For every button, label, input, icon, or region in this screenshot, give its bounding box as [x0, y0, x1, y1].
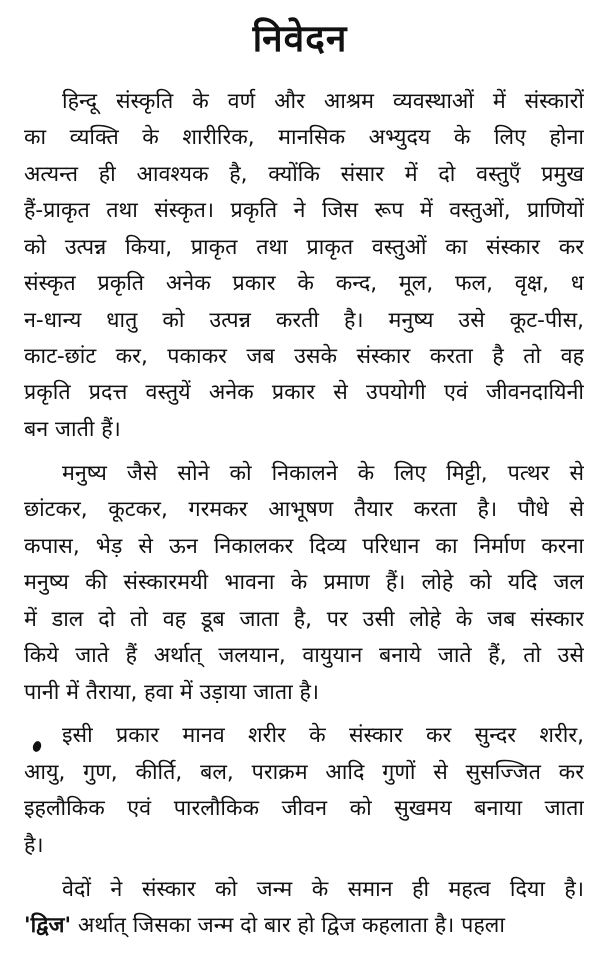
paragraph-line: बन जाती हैं। — [24, 417, 121, 442]
paragraph-line: है। — [24, 833, 44, 858]
paragraph-line: पानी में तैराया, हवा में उड़ाया जाता है। — [24, 680, 320, 705]
bold-term: 'द्विज' — [24, 913, 72, 938]
paragraph-line: न-धान्य धातु को उत्पन्न करती है। मनुष्य उसे कूट-पीस, — [24, 308, 584, 333]
paragraph-line: छांटकर, कूटकर, गरमकर आभूषण तैयार करता है। पौधे से — [24, 497, 584, 522]
paragraph-line: कपास, भेड़ से ऊन निकालकर दिव्य परिधान का निर्माण करना — [24, 534, 584, 559]
paragraph-line: काट-छांट कर, पकाकर जब उसके संस्कार करता है तो वह — [24, 344, 584, 369]
paragraph-line — [24, 908, 584, 944]
paragraph-line: मनुष्य जैसे सोने को निकालने के लिए मिट्टी, पत्थर से — [62, 461, 584, 486]
paragraph-line: हैं-प्राकृत तथा संस्कृत। प्रकृति ने जिस रूप में वस्तुओं, प्राणियों — [24, 198, 584, 223]
paragraph-line: अत्यन्त ही आवश्यक है, क्योंकि संसार में दो वस्तुएँ प्रमुख — [24, 162, 584, 187]
ink-mark — [31, 740, 42, 753]
paragraph-line: किये जाते हैं अर्थात् जलयान, वायुयान बनाये जाते हैं, तो उसे — [24, 643, 584, 668]
paragraph-line: संस्कृत प्रकृति अनेक प्रकार के कन्द, मूल, फल, वृक्ष, ध — [24, 271, 584, 296]
paragraph-line-text: अर्थात् जिसका जन्म दो बार हो द्विज कहलाता है। पहला — [71, 913, 505, 938]
paragraph-line: को उत्पन्न किया, प्राकृत तथा प्राकृत वस्तुओं का संस्कार कर — [24, 235, 584, 260]
paragraph-line: हिन्दू संस्कृति के वर्ण और आश्रम व्यवस्थाओं में संस्कारों — [62, 89, 584, 114]
paragraph-line: आयु, गुण, कीर्ति, बल, पराक्रम आदि गुणों से सुसज्जित कर — [24, 760, 584, 785]
page-title: निवेदन — [252, 17, 348, 60]
paragraph-line: वेदों ने संस्कार को जन्म के समान ही महत्व दिया है। — [62, 877, 584, 902]
paragraph-line: मनुष्य की संस्कारमयी भावना के प्रमाण हैं। लोहे को यदि जल — [24, 570, 584, 595]
paragraph-line: में डाल दो तो वह डूब जाता है, पर उसी लोहे के जब संस्कार — [24, 607, 584, 632]
paragraph-line: इहलौकिक एवं पारलौकिक जीवन को सुखमय बनाया जाता — [24, 796, 584, 821]
paragraph-line: इसी प्रकार मानव शरीर के संस्कार कर सुन्दर शरीर, — [62, 723, 584, 748]
paragraph-line: प्रकृति प्रदत्त वस्तुयें अनेक प्रकार से उपयोगी एवं जीवनदायिनी — [24, 380, 584, 405]
paragraph-line: का व्यक्ति के शारीरिक, मानसिक अभ्युदय के लिए होना — [24, 125, 584, 150]
